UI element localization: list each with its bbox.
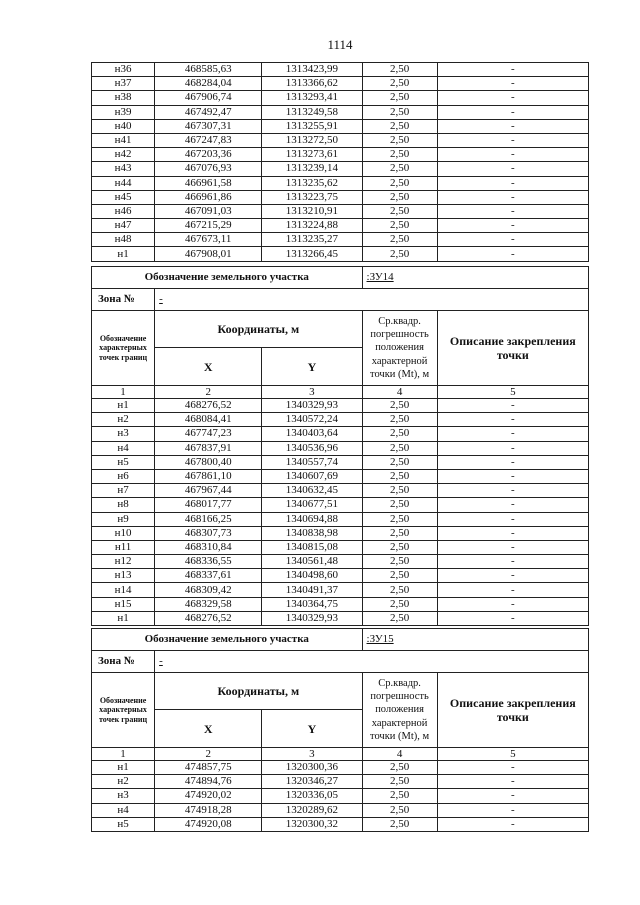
x-coordinate: 468276,52 <box>155 399 262 413</box>
x-coordinate: 468310,84 <box>155 540 262 554</box>
fixing-description: - <box>437 162 588 176</box>
fixing-description: - <box>437 526 588 540</box>
point-id: н37 <box>92 77 155 91</box>
col-number: 3 <box>262 748 362 761</box>
accuracy-value: 2,50 <box>362 190 437 204</box>
y-header: Y <box>262 710 362 748</box>
x-coordinate: 474918,28 <box>155 803 262 817</box>
col-number: 2 <box>155 386 262 399</box>
x-coordinate: 474894,76 <box>155 775 262 789</box>
point-id: н40 <box>92 119 155 133</box>
x-coordinate: 468307,73 <box>155 526 262 540</box>
table-row <box>92 105 589 119</box>
table-row <box>92 540 589 554</box>
accuracy-value: 2,50 <box>362 569 437 583</box>
description-header: Описание закрепления точки <box>437 311 588 386</box>
accuracy-value: 2,50 <box>362 441 437 455</box>
y-coordinate: 1340557,74 <box>262 455 362 469</box>
x-coordinate: 468017,77 <box>155 498 262 512</box>
table-row <box>92 555 589 569</box>
accuracy-value: 2,50 <box>362 233 437 247</box>
fixing-description: - <box>437 484 588 498</box>
fixing-description: - <box>437 803 588 817</box>
x-coordinate: 467747,23 <box>155 427 262 441</box>
parcel-zu14-table <box>91 266 589 626</box>
fixing-description: - <box>437 399 588 413</box>
y-coordinate: 1313266,45 <box>262 247 362 261</box>
point-id: н5 <box>92 455 155 469</box>
y-header: Y <box>262 348 362 386</box>
y-coordinate: 1340364,75 <box>262 597 362 611</box>
zone-value: - <box>155 651 589 673</box>
fixing-description: - <box>437 512 588 526</box>
fixing-description: - <box>437 105 588 119</box>
fixing-description: - <box>437 540 588 554</box>
accuracy-value: 2,50 <box>362 133 437 147</box>
coordinates-table-continued <box>91 62 589 262</box>
point-id: н45 <box>92 190 155 204</box>
point-id: н10 <box>92 526 155 540</box>
accuracy-header: Ср.квадр. погрешность положения характерной точки (Mt), м <box>362 673 437 748</box>
point-id: н1 <box>92 611 155 625</box>
parcel-label: Обозначение земельного участка <box>92 267 363 289</box>
point-column-header: Обозначение характерных точек границ <box>92 311 155 386</box>
accuracy-value: 2,50 <box>362 803 437 817</box>
fixing-description: - <box>437 583 588 597</box>
fixing-description: - <box>437 190 588 204</box>
y-coordinate: 1340838,98 <box>262 526 362 540</box>
table-row <box>92 162 589 176</box>
fixing-description: - <box>437 413 588 427</box>
y-coordinate: 1313210,91 <box>262 204 362 218</box>
fixing-description: - <box>437 119 588 133</box>
table-row <box>92 204 589 218</box>
y-coordinate: 1320300,32 <box>262 817 362 831</box>
accuracy-header: Ср.квадр. погрешность положения характерной точки (Mt), м <box>362 311 437 386</box>
fixing-description: - <box>437 204 588 218</box>
table-row <box>92 469 589 483</box>
table-row <box>92 119 589 133</box>
accuracy-value: 2,50 <box>362 399 437 413</box>
table-row <box>92 597 589 611</box>
point-id: н7 <box>92 484 155 498</box>
y-coordinate: 1340694,88 <box>262 512 362 526</box>
y-coordinate: 1313223,75 <box>262 190 362 204</box>
point-id: н38 <box>92 91 155 105</box>
fixing-description: - <box>437 133 588 147</box>
table-row <box>92 91 589 105</box>
col-number: 3 <box>262 386 362 399</box>
accuracy-value: 2,50 <box>362 498 437 512</box>
table-row <box>92 63 589 77</box>
col-number: 5 <box>437 748 588 761</box>
point-id: н41 <box>92 133 155 147</box>
point-column-header: Обозначение характерных точек границ <box>92 673 155 748</box>
y-coordinate: 1340572,24 <box>262 413 362 427</box>
accuracy-value: 2,50 <box>362 597 437 611</box>
y-coordinate: 1313423,99 <box>262 63 362 77</box>
table-row <box>92 176 589 190</box>
y-coordinate: 1313272,50 <box>262 133 362 147</box>
table-row <box>92 233 589 247</box>
parcel-id: :ЗУ14 <box>362 267 588 289</box>
x-coordinate: 467492,47 <box>155 105 262 119</box>
col-number: 4 <box>362 748 437 761</box>
point-id: н2 <box>92 413 155 427</box>
point-id: н12 <box>92 555 155 569</box>
accuracy-value: 2,50 <box>362 77 437 91</box>
y-coordinate: 1340329,93 <box>262 611 362 625</box>
y-coordinate: 1313366,62 <box>262 77 362 91</box>
y-coordinate: 1340403,64 <box>262 427 362 441</box>
point-id: н13 <box>92 569 155 583</box>
accuracy-value: 2,50 <box>362 176 437 190</box>
accuracy-value: 2,50 <box>362 148 437 162</box>
fixing-description: - <box>437 817 588 831</box>
accuracy-value: 2,50 <box>362 413 437 427</box>
accuracy-value: 2,50 <box>362 611 437 625</box>
accuracy-value: 2,50 <box>362 219 437 233</box>
fixing-description: - <box>437 455 588 469</box>
zone-label: Зона № <box>92 651 155 673</box>
point-id: н2 <box>92 775 155 789</box>
y-coordinate: 1340491,37 <box>262 583 362 597</box>
fixing-description: - <box>437 555 588 569</box>
y-coordinate: 1320289,62 <box>262 803 362 817</box>
point-id: н3 <box>92 789 155 803</box>
x-coordinate: 467673,11 <box>155 233 262 247</box>
accuracy-value: 2,50 <box>362 540 437 554</box>
table-row <box>92 512 589 526</box>
table-row <box>92 190 589 204</box>
zone-value: - <box>155 289 589 311</box>
table-row <box>92 526 589 540</box>
point-id: н15 <box>92 597 155 611</box>
table-row <box>92 789 589 803</box>
point-id: н44 <box>92 176 155 190</box>
accuracy-value: 2,50 <box>362 526 437 540</box>
x-coordinate: 467906,74 <box>155 91 262 105</box>
parcel-zu15-table <box>91 628 589 832</box>
x-coordinate: 468336,55 <box>155 555 262 569</box>
accuracy-value: 2,50 <box>362 91 437 105</box>
accuracy-value: 2,50 <box>362 119 437 133</box>
fixing-description: - <box>437 233 588 247</box>
table-row <box>92 484 589 498</box>
fixing-description: - <box>437 427 588 441</box>
table-row <box>92 583 589 597</box>
x-coordinate: 467837,91 <box>155 441 262 455</box>
accuracy-value: 2,50 <box>362 63 437 77</box>
y-coordinate: 1340677,51 <box>262 498 362 512</box>
fixing-description: - <box>437 63 588 77</box>
x-coordinate: 467215,29 <box>155 219 262 233</box>
fixing-description: - <box>437 569 588 583</box>
table-row <box>92 569 589 583</box>
table-row <box>92 803 589 817</box>
y-coordinate: 1313239,14 <box>262 162 362 176</box>
table-row <box>92 775 589 789</box>
table-row <box>92 498 589 512</box>
x-coordinate: 474920,02 <box>155 789 262 803</box>
fixing-description: - <box>437 498 588 512</box>
x-coordinate: 468585,63 <box>155 63 262 77</box>
description-header: Описание закрепления точки <box>437 673 588 748</box>
fixing-description: - <box>437 77 588 91</box>
point-id: н39 <box>92 105 155 119</box>
accuracy-value: 2,50 <box>362 469 437 483</box>
y-coordinate: 1340536,96 <box>262 441 362 455</box>
table-row <box>92 611 589 625</box>
point-id: н47 <box>92 219 155 233</box>
accuracy-value: 2,50 <box>362 512 437 526</box>
x-coordinate: 468284,04 <box>155 77 262 91</box>
point-id: н1 <box>92 399 155 413</box>
accuracy-value: 2,50 <box>362 204 437 218</box>
point-id: н8 <box>92 498 155 512</box>
accuracy-value: 2,50 <box>362 761 437 775</box>
x-coordinate: 467800,40 <box>155 455 262 469</box>
y-coordinate: 1320336,05 <box>262 789 362 803</box>
x-coordinate: 466961,86 <box>155 190 262 204</box>
y-coordinate: 1340498,60 <box>262 569 362 583</box>
point-id: н11 <box>92 540 155 554</box>
fixing-description: - <box>437 761 588 775</box>
y-coordinate: 1340329,93 <box>262 399 362 413</box>
y-coordinate: 1313224,88 <box>262 219 362 233</box>
point-id: н14 <box>92 583 155 597</box>
point-id: н6 <box>92 469 155 483</box>
table-row <box>92 441 589 455</box>
x-coordinate: 467967,44 <box>155 484 262 498</box>
fixing-description: - <box>437 611 588 625</box>
accuracy-value: 2,50 <box>362 247 437 261</box>
x-coordinate: 468337,61 <box>155 569 262 583</box>
x-coordinate: 467247,83 <box>155 133 262 147</box>
fixing-description: - <box>437 176 588 190</box>
point-id: н1 <box>92 247 155 261</box>
x-header: X <box>155 710 262 748</box>
accuracy-value: 2,50 <box>362 455 437 469</box>
fixing-description: - <box>437 469 588 483</box>
coordinates-header: Координаты, м <box>155 673 362 710</box>
x-coordinate: 467307,31 <box>155 119 262 133</box>
y-coordinate: 1340607,69 <box>262 469 362 483</box>
accuracy-value: 2,50 <box>362 789 437 803</box>
x-coordinate: 468329,58 <box>155 597 262 611</box>
table-row <box>92 77 589 91</box>
accuracy-value: 2,50 <box>362 484 437 498</box>
accuracy-value: 2,50 <box>362 105 437 119</box>
x-header: X <box>155 348 262 386</box>
accuracy-value: 2,50 <box>362 427 437 441</box>
x-coordinate: 468309,42 <box>155 583 262 597</box>
point-id: н1 <box>92 761 155 775</box>
table-row <box>92 413 589 427</box>
accuracy-value: 2,50 <box>362 775 437 789</box>
y-coordinate: 1313235,27 <box>262 233 362 247</box>
fixing-description: - <box>437 219 588 233</box>
point-id: н46 <box>92 204 155 218</box>
x-coordinate: 467203,36 <box>155 148 262 162</box>
x-coordinate: 468276,52 <box>155 611 262 625</box>
zone-label: Зона № <box>92 289 155 311</box>
col-number: 4 <box>362 386 437 399</box>
fixing-description: - <box>437 775 588 789</box>
table-row <box>92 219 589 233</box>
x-coordinate: 468084,41 <box>155 413 262 427</box>
parcel-id: :ЗУ15 <box>362 629 588 651</box>
point-id: н4 <box>92 441 155 455</box>
y-coordinate: 1313273,61 <box>262 148 362 162</box>
y-coordinate: 1313293,41 <box>262 91 362 105</box>
accuracy-value: 2,50 <box>362 583 437 597</box>
point-id: н43 <box>92 162 155 176</box>
y-coordinate: 1320346,27 <box>262 775 362 789</box>
fixing-description: - <box>437 597 588 611</box>
table-row <box>92 133 589 147</box>
page-number: 1114 <box>327 37 353 52</box>
x-coordinate: 467861,10 <box>155 469 262 483</box>
fixing-description: - <box>437 148 588 162</box>
table-row <box>92 247 589 261</box>
fixing-description: - <box>437 441 588 455</box>
y-coordinate: 1340561,48 <box>262 555 362 569</box>
x-coordinate: 474920,08 <box>155 817 262 831</box>
y-coordinate: 1340632,45 <box>262 484 362 498</box>
table-row <box>92 455 589 469</box>
accuracy-value: 2,50 <box>362 162 437 176</box>
fixing-description: - <box>437 91 588 105</box>
table-row <box>92 817 589 831</box>
x-coordinate: 468166,25 <box>155 512 262 526</box>
table-row <box>92 427 589 441</box>
y-coordinate: 1320300,36 <box>262 761 362 775</box>
col-number: 5 <box>437 386 588 399</box>
y-coordinate: 1313249,58 <box>262 105 362 119</box>
point-id: н9 <box>92 512 155 526</box>
point-id: н5 <box>92 817 155 831</box>
x-coordinate: 467091,03 <box>155 204 262 218</box>
col-number: 2 <box>155 748 262 761</box>
point-id: н4 <box>92 803 155 817</box>
x-coordinate: 466961,58 <box>155 176 262 190</box>
x-coordinate: 474857,75 <box>155 761 262 775</box>
accuracy-value: 2,50 <box>362 817 437 831</box>
point-id: н48 <box>92 233 155 247</box>
col-number: 1 <box>92 748 155 761</box>
parcel-label: Обозначение земельного участка <box>92 629 363 651</box>
col-number: 1 <box>92 386 155 399</box>
coordinates-header: Координаты, м <box>155 311 362 348</box>
point-id: н42 <box>92 148 155 162</box>
table-row <box>92 761 589 775</box>
point-id: н36 <box>92 63 155 77</box>
fixing-description: - <box>437 247 588 261</box>
y-coordinate: 1313255,91 <box>262 119 362 133</box>
fixing-description: - <box>437 789 588 803</box>
table-row <box>92 399 589 413</box>
x-coordinate: 467908,01 <box>155 247 262 261</box>
x-coordinate: 467076,93 <box>155 162 262 176</box>
y-coordinate: 1313235,62 <box>262 176 362 190</box>
accuracy-value: 2,50 <box>362 555 437 569</box>
y-coordinate: 1340815,08 <box>262 540 362 554</box>
point-id: н3 <box>92 427 155 441</box>
table-row <box>92 148 589 162</box>
